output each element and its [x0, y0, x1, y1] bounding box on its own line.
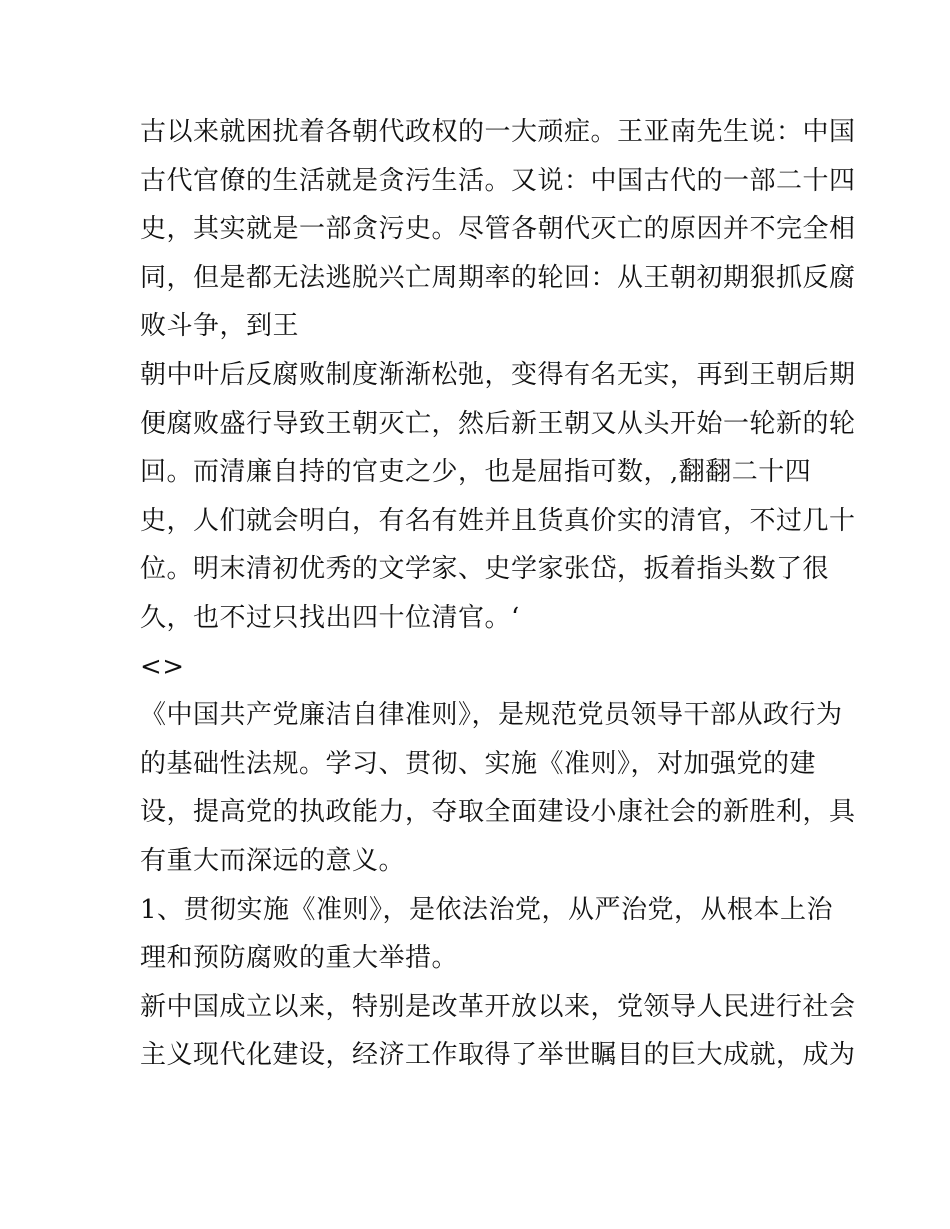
text-line: 古以来就困扰着各朝代政权的一大顽症。王亚南先生说：中国: [140, 117, 856, 147]
document-body: [140, 108, 856, 1080]
text-line: 的基础性法规。学习、贯彻、实施《准则》，对加强党的建: [140, 748, 817, 779]
text-line: 有重大而深远的意义。: [140, 845, 406, 876]
text-line: 朝中叶后反腐败制度渐渐松弛，变得有名无实，再到王朝后期: [140, 359, 856, 390]
text-line: 古代官僚的生活就是贪污生活。又说：中国古代的一部二十四: [140, 165, 856, 196]
text-line: 设，提高党的执政能力，夺取全面建设小康社会的新胜利，具: [140, 797, 856, 828]
text-line: 回。而清廉自持的官吏之少，也是屈指可数，,翻翻二十四: [140, 457, 812, 488]
text-line: 同，但是都无法逃脱兴亡周期率的轮回：从王朝初期狠抓反腐: [140, 262, 856, 293]
text-line: 久，也不过只找出四十位清官。‘: [140, 602, 520, 633]
text-line: 败斗争，到王: [140, 311, 300, 342]
text-line: 理和预防腐败的重大举措。: [140, 943, 459, 974]
text-line: 便腐败盛行导致王朝灭亡，然后新王朝又从头开始一轮新的轮: [140, 408, 856, 439]
text-line: 《中国共产党廉洁自律准则》，是规范党员领导干部从政行为: [140, 700, 843, 731]
text-line: 史，人们就会明白，有名有姓并且货真价实的清官，不过几十: [140, 505, 856, 536]
text-line: 位。明末清初优秀的文学家、史学家张岱，扳着指头数了很: [140, 554, 830, 585]
text-line: 1、贯彻实施《准则》，是依法治党，从严治党，从根本上治: [140, 894, 834, 925]
text-line: <>: [140, 651, 185, 682]
text-line: 史，其实就是一部贪污史。尽管各朝代灭亡的原因并不完全相: [140, 214, 856, 245]
text-line: 主义现代化建设，经济工作取得了举世瞩目的巨大成就，成为: [140, 1040, 856, 1071]
text-line: 新中国成立以来，特别是改革开放以来，党领导人民进行社会: [140, 991, 856, 1022]
